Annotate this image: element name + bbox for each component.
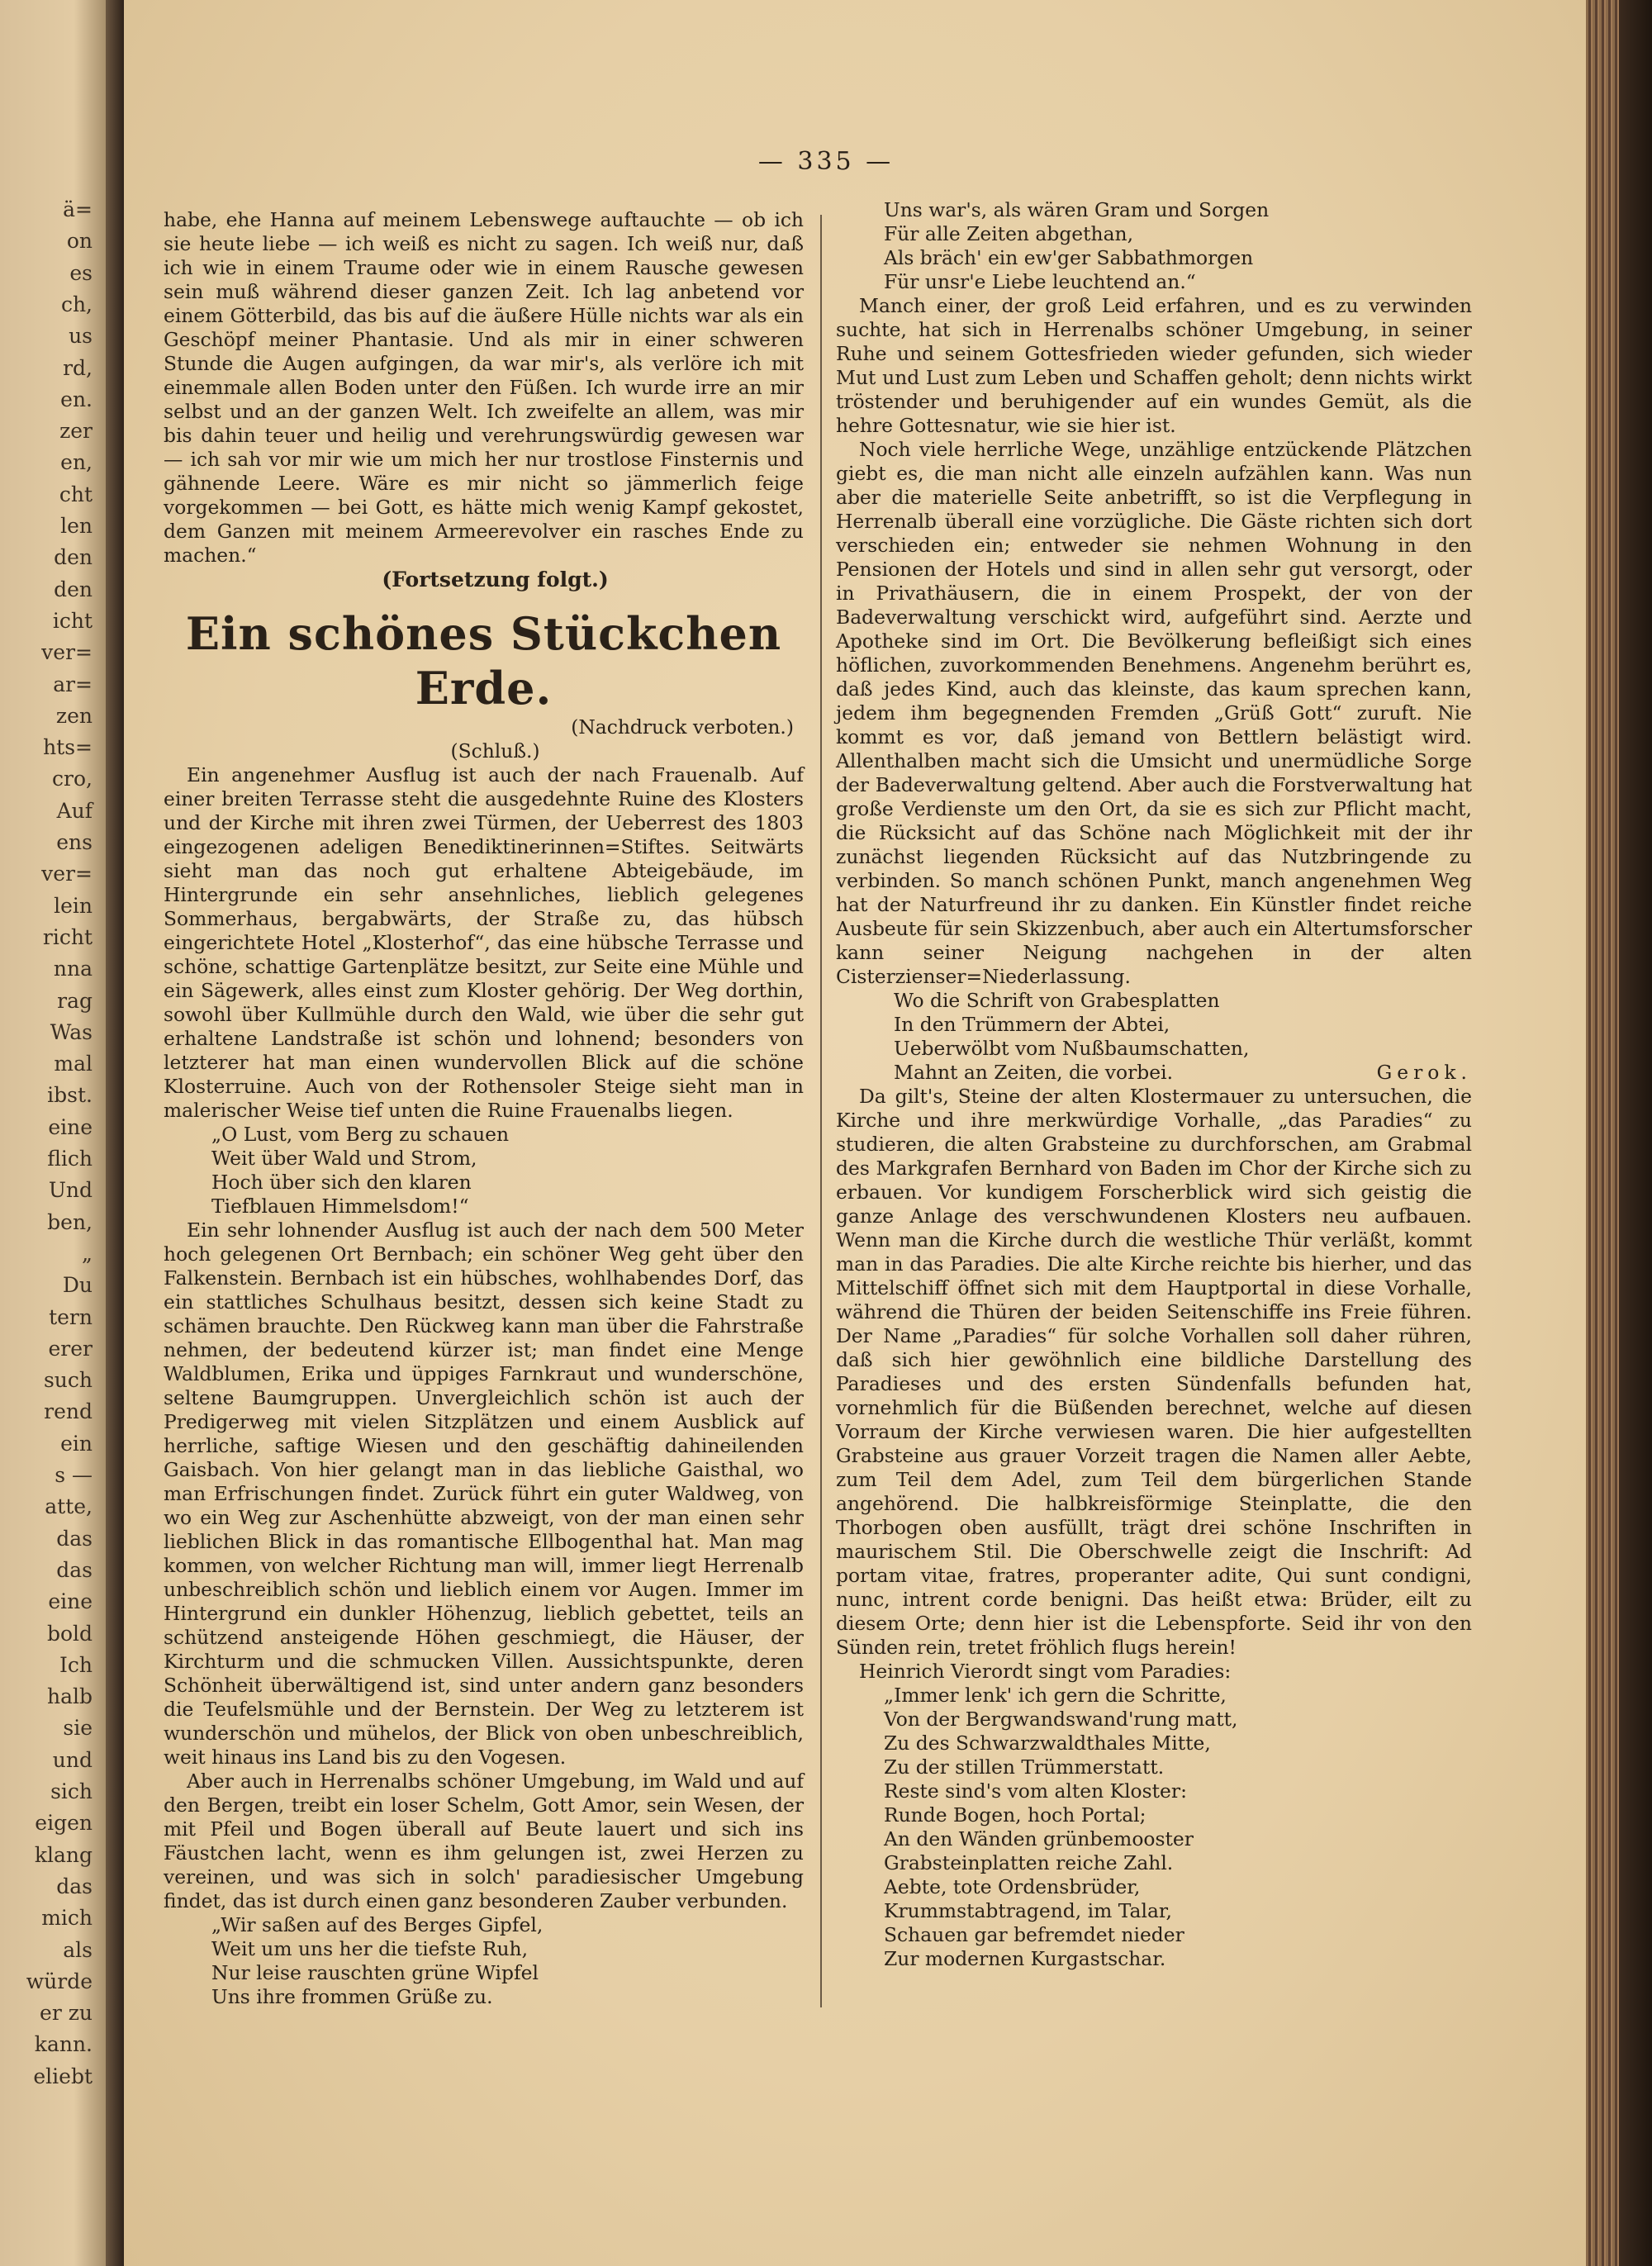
facing-page-fragment (0, 0, 106, 2266)
facing-page-text: rag (57, 988, 93, 1013)
facing-page-text: Was (50, 1019, 93, 1044)
poem (836, 198, 1472, 294)
facing-page-text: nna (53, 957, 93, 981)
page-number: — 335 — (757, 147, 895, 176)
facing-page-text: atte, (45, 1494, 93, 1519)
article-paragraph: Ein angenehmer Ausflug ist auch der nach Frauenalb. Auf einer breiten Terrasse steht die ausgedehnte Ruine des Klosters und der Kirche mit ihren zwei Türmen, der Ueberrest des 1803 eingezogenen adeligen Benediktinerinnen=Stiftes. Seitwärts sieht man das noch gut erhaltene Abteigebäude, im Hintergrunde ein sehr ansehnliches, lieblich gelegenes Sommerhaus, bergabwärts, der Straße zu, das hübsch eingerichtete Hotel „Klosterhof“, das eine hübsche Terrasse und schöne, schattige Gartenplätze besitzt, zur Seite eine Mühle und ein Sägewerk, alles einst zum Kloster gehörig. Der Weg dorthin, sowohl über Kullmühle durch den Wald, wie über die sehr gut erhaltene Landstraße ist schön und lohnend; besonders von letzterer hat man einen wundervollen Blick auf die schöne Klosterruine. Auch von der Rothensoler Steige sieht man in malerischer Weise tief unten die Ruine Frauenalbs liegen. (164, 763, 804, 1122)
facing-page-text: den (54, 545, 93, 570)
facing-page-text: kann. (34, 2032, 93, 2057)
facing-page-text: ens (56, 830, 93, 854)
facing-page-text: ver= (41, 862, 93, 886)
facing-page-text: bold (46, 1621, 93, 1646)
facing-page-text: Ich (59, 1652, 93, 1677)
poem-line: Für alle Zeiten abgethan, (884, 222, 1134, 245)
facing-page-text: cht (59, 482, 93, 506)
poem-line: Von der Bergwandswand'rung matt, (884, 1708, 1238, 1731)
poem (836, 1684, 1472, 1971)
poem (836, 989, 1472, 1085)
facing-page-text: ä= (63, 197, 93, 221)
facing-page-text: on (66, 229, 93, 254)
poem-line: Zur modernen Kurgastschar. (884, 1947, 1166, 1970)
facing-page-text: lein (54, 893, 93, 918)
poem-line: Grabsteinplatten reiche Zahl. (884, 1851, 1174, 1874)
poem-line: Uns ihre frommen Grüße zu. (211, 1985, 493, 2008)
right-column (836, 198, 1472, 1971)
facing-page-text: Und (48, 1178, 93, 1203)
article-paragraph: Aber auch in Herrenalbs schöner Umgebung, im Wald und auf den Bergen, treibt ein loser Schelm, Gott Amor, sein Wesen, der mit Pfeil und Bogen überall auf Beute lauert und sich ins Fäustchen lacht, wenn es ihm gelungen ist, zwei Herzen zu vereinen, und was sich in solch' paradiesischer Umgebung findet, das ist durch einen ganz besonderen Zauber verbunden. (164, 1770, 804, 1912)
facing-page-text: flich (47, 1147, 93, 1171)
poem-line: Als bräch' ein ew'ger Sabbathmorgen (884, 246, 1254, 269)
poem-line: In den Trümmern der Abtei, (894, 1013, 1170, 1036)
article-paragraph: Ein sehr lohnender Ausflug ist auch der nach dem 500 Meter hoch gelegenen Ort Bernbach; ein schöner Weg geht über den Falkenstein. Bernbach ist ein hübsches, wohlhabendes Dorf, das ein stattliches Schulhaus besitzt, dessen sich keine Stadt zu schämen brauchte. Den Rückweg kann man über die Fahrstraße nehmen, der bedeutend kürzer ist; man findet eine Menge Waldblumen, Erika und üppiges Farnkraut und wunderschöne, seltene Baumgruppen. Unvergleichlich schön ist auch der Predigerweg mit vielen Sitzplätzen und einem Ausblick auf herrliche, saftige Wiesen und den geschäftig dahineilenden Gaisbach. Von hier gelangt man in das liebliche Gaisthal, wo man Erfrischungen findet. Zurück führt ein guter Waldweg, von wo ein Weg zur Aschenhütte abzweigt, von der man einen sehr lieblichen Blick in das romantische Ellbogenthal hat. Man mag kommen, von welcher Richtung man will, immer liegt Herrenalb unbeschreiblich schön und lieblich einem vor Augen. Immer im Hintergrund ein dunkler Höhenzug, lieblich gebettet, teils an schützend ansteigende Höhen geschmiegt, die Häuser, der Kirchturm und die schmucken Villen. Aussichtspunkte, deren Schönheit überwältigend ist, sind unter andern ganz besonders die Teufelsmühle und der Bernstein. Der Weg zu letzterem ist wunderschön und mühelos, der Blick von oben unbeschreiblich, weit hinaus ins Land bis zu den Vogesen. (164, 1219, 804, 1769)
facing-page-text: ibst. (47, 1083, 93, 1108)
facing-page-text: sich (50, 1779, 93, 1803)
article-paragraph: Da gilt's, Steine der alten Klostermauer zu untersuchen, die Kirche und ihre merkwürdige Vorhalle, „das Paradies“ zu studieren, die alten Grabsteine zu durchforschen, am Grabmal des Markgrafen Bernhard von Baden im Chor der Kirche sich zu erbauen. Vor kundigem Forscherblick wird sich geistig die ganze Anlage des verschwundenen Klosters neu aufbauen. Wenn man die Kirche durch die westliche Thür verläßt, kommt man in das Paradies. Die alte Kirche reichte bis hierher, und das Mittelschiff öffnet sich mit dem Hauptportal in diese Vorhalle, während die Thüren der beiden Seitenschiffe ins Freie führen. Der Name „Paradies“ für solche Vorhallen soll daher rühren, daß sich hier gewöhnlich eine bildliche Darstellung des Paradieses und des ersten Sündenfalls befunden hat, vornehmlich für die Büßenden berechnet, welche auf diesen Vorraum der Kirche verwiesen waren. Die hier aufgestellten Grabsteine aus grauer Vorzeit tragen die Namen aller Aebte, zum Teil dem Adel, zum Teil dem bürgerlichen Stande angehörend. Die halbkreisförmige Steinplatte, die den Thorbogen oben ausfüllt, trägt drei schöne Inschriften in maurischem Stil. Die Oberschwelle zeigt die Inschrift: Ad portam vitae, fratres, properanter adite, Qui sunt condigni, nunc, intrent corde benigni. Das heißt etwa: Brüder, eilt zu diesem Orte; denn hier ist die Lebenspforte. Seid ihr von den Sünden rein, tretet fröhlich flugs herein! (836, 1085, 1472, 1659)
facing-page-text: mich (41, 1906, 93, 1931)
facing-page-text: rd, (63, 355, 93, 380)
article-title: Ein schönes Stückchen Erde. (185, 607, 782, 715)
facing-page-text: Auf (56, 798, 93, 823)
column-divider (820, 215, 822, 2007)
facing-page-text: würde (26, 1969, 93, 1993)
facing-page-text: icht (52, 608, 93, 633)
poem-line (894, 1061, 1472, 1085)
facing-page-text: rend (44, 1399, 93, 1424)
facing-page-text: den (54, 577, 93, 601)
facing-page-text: und (52, 1747, 93, 1772)
facing-page-text: en. (60, 387, 93, 411)
poem-line-text: Mahnt an Zeiten, die vorbei. (894, 1061, 1173, 1084)
facing-page-text: klang (34, 1842, 93, 1867)
facing-page-text: zen (55, 703, 93, 728)
facing-page-text: tern (49, 1304, 93, 1329)
facing-page-text: das (56, 1526, 93, 1551)
poem-line: „Wir saßen auf des Berges Gipfel, (211, 1913, 544, 1936)
facing-page-text: eine (48, 1589, 93, 1614)
poem-line: Uns war's, als wären Gram und Sorgen (884, 198, 1270, 221)
left-column (164, 208, 804, 2009)
article-paragraph: Manch einer, der groß Leid erfahren, und es zu verwinden suchte, hat sich in Herrenalbs schöner Umgebung, in seiner Ruhe und seinem Gottesfrieden wieder gefunden, sich wieder Mut und Lust zum Leben und Schaffen geholt; denn nichts wirkt tröstender und beruhigender auf ein wundes Gemüt, als die hehre Gottesnatur, wie sie hier ist. (836, 294, 1472, 437)
page-edge (1586, 0, 1652, 2266)
poem-line: Tiefblauen Himmelsdom!“ (211, 1195, 469, 1218)
poem-line: Nur leise rauschten grüne Wipfel (211, 1961, 539, 1984)
facing-page-text: ch, (60, 292, 93, 316)
facing-page-text: eine (48, 1114, 93, 1139)
facing-page-text: ar= (53, 672, 93, 696)
facing-page-text: zer (59, 419, 93, 444)
facing-page-text: ben, (47, 1209, 93, 1234)
poem-line: Ueberwölbt vom Nußbaumschatten, (894, 1037, 1250, 1060)
poem-line: Krummstabtragend, im Talar, (884, 1899, 1172, 1922)
facing-page-text: halb (46, 1684, 93, 1709)
poem (164, 1123, 804, 1219)
poem (164, 1913, 804, 2009)
poem-line: „O Lust, vom Berg zu schauen (211, 1123, 510, 1146)
poem-line: Weit über Wald und Strom, (211, 1147, 477, 1170)
facing-page-text: sie (63, 1716, 93, 1741)
poem-line: Wo die Schrift von Grabesplatten (894, 989, 1220, 1012)
facing-page-text: eliebt (33, 2064, 93, 2088)
facing-page-text: erer (48, 1336, 93, 1361)
article-paragraph: Noch viele herrliche Wege, unzählige entzückende Plätzchen giebt es, die man nicht alle einzeln aufzählen kann. Was nun aber die materielle Seite anbetrifft, so ist die Verpflegung in Herrenalb überall eine vorzügliche. Die Gäste richten sich dort verschieden ein; entweder sie nehmen Wohnung in den Pensionen der Hotels und sind in allen sehr gut versorgt, oder in Privathäusern, die in einem Prospekt, der von der Badeverwaltung verschickt wird, aufgeführt sind. Aerzte und Apotheke sind im Ort. Die Bevölkerung befleißigt sich eines höflichen, zuvorkommenden Benehmens. Angenehm berührt es, daß jedes Kind, auch das kleinste, das kaum sprechen kann, jedem ihm begegnenden Fremden „Grüß Gott“ zuruft. Nie kommt es vor, daß jemand von Bettlern belästigt wird. Allenthalben macht sich die Umsicht und unermüdliche Sorge der Badeverwaltung geltend. Aber auch die Forstverwaltung hat große Verdienste um den Ort, da sie es sich zur Pflicht macht, die Rücksicht auf das Schöne nach Möglichkeit mit der ihr zunächst liegenden Rücksicht auf das Nutzbringende zu verbinden. So manch schönen Punkt, manch angenehmen Weg hat der Naturfreund ihr zu danken. Ein Künstler findet reiche Ausbeute für sein Skizzenbuch, aber auch ein Altertumsforscher kann seiner Neigung nachgehen in der alten Cisterzienser=Niederlassung. (836, 438, 1472, 988)
book-gutter (106, 0, 124, 2266)
facing-page-text: cro, (52, 767, 93, 791)
facing-page-text: das (56, 1874, 93, 1898)
reprint-note: (Nachdruck verboten.) (571, 715, 794, 739)
facing-page-text: ein (60, 1431, 93, 1456)
poem-author: Gerok. (1376, 1061, 1472, 1084)
facing-page-text: eigen (35, 1811, 93, 1836)
poem-line: An den Wänden grünbemooster (884, 1827, 1194, 1850)
poem-line: Schauen gar befremdet nieder (884, 1923, 1184, 1946)
facing-page-text: hts= (43, 735, 93, 760)
article-paragraph: Heinrich Vierordt singt vom Paradies: (859, 1660, 1232, 1683)
poem-line: Zu der stillen Trümmerstatt. (884, 1755, 1165, 1779)
poem-line: Zu des Schwarzwaldthales Mitte, (884, 1732, 1211, 1755)
facing-page-text: us (69, 324, 93, 349)
facing-page-text: len (60, 514, 93, 538)
continuation-note: (Fortsetzung folgt.) (382, 568, 609, 591)
facing-page-text: Du (62, 1273, 93, 1298)
poem-line: „Immer lenk' ich gern die Schritte, (884, 1684, 1227, 1707)
facing-page-text: en, (60, 450, 93, 475)
facing-page-text: „ (82, 1241, 93, 1266)
facing-page-text: richt (42, 924, 93, 949)
facing-page-text: das (56, 1557, 93, 1582)
facing-page-text: er zu (40, 2001, 93, 2026)
facing-page-text: es (69, 260, 93, 285)
poem-line: Reste sind's vom alten Kloster: (884, 1779, 1187, 1803)
poem-line: Runde Bogen, hoch Portal; (884, 1803, 1146, 1827)
poem-line: Hoch über sich den klaren (211, 1171, 472, 1194)
facing-page-text: mal (54, 1052, 93, 1076)
facing-page-text: s — (55, 1463, 93, 1487)
poem-line: Weit um uns her die tiefste Ruh, (211, 1937, 529, 1960)
poem-line: Aebte, tote Ordensbrüder, (884, 1875, 1141, 1898)
story-continuation: habe, ehe Hanna auf meinem Lebenswege auftauchte — ob ich sie heute liebe — ich weiß es nicht zu sagen. Ich weiß nur, daß ich wie in einem Traume oder wie in einem Rausche gewesen sein muß während dieser ganzen Zeit. Ich lag anbetend vor einem Götterbild, das bis auf die äußere Hülle nichts war als ein Geschöpf meiner Phantasie. Und als mir in einer schweren Stunde die Augen aufgingen, da war mir's, als verlöre ich mit einemmale allen Boden unter den Füßen. Ich wurde irre an mir selbst und an der ganzen Welt. Ich zweifelte an allem, was mir bis dahin teuer und heilig und verehrungswürdig gewesen war — ich sah vor mir wie um mich her nur trostlose Finsternis und gähnende Leere. Wäre es mir nicht so jämmerlich feige vorgekommen — bei Gott, es hätte mich wenig Kampf gekostet, dem Ganzen mit meinem Armeerevolver ein rasches Ende zu machen.“ (164, 208, 804, 567)
part-label: (Schluß.) (450, 739, 540, 762)
facing-page-text: ver= (41, 640, 93, 665)
facing-page-text: als (63, 1937, 93, 1962)
facing-page-text: such (43, 1368, 93, 1393)
poem-line: Für unsr'e Liebe leuchtend an.“ (884, 270, 1196, 293)
